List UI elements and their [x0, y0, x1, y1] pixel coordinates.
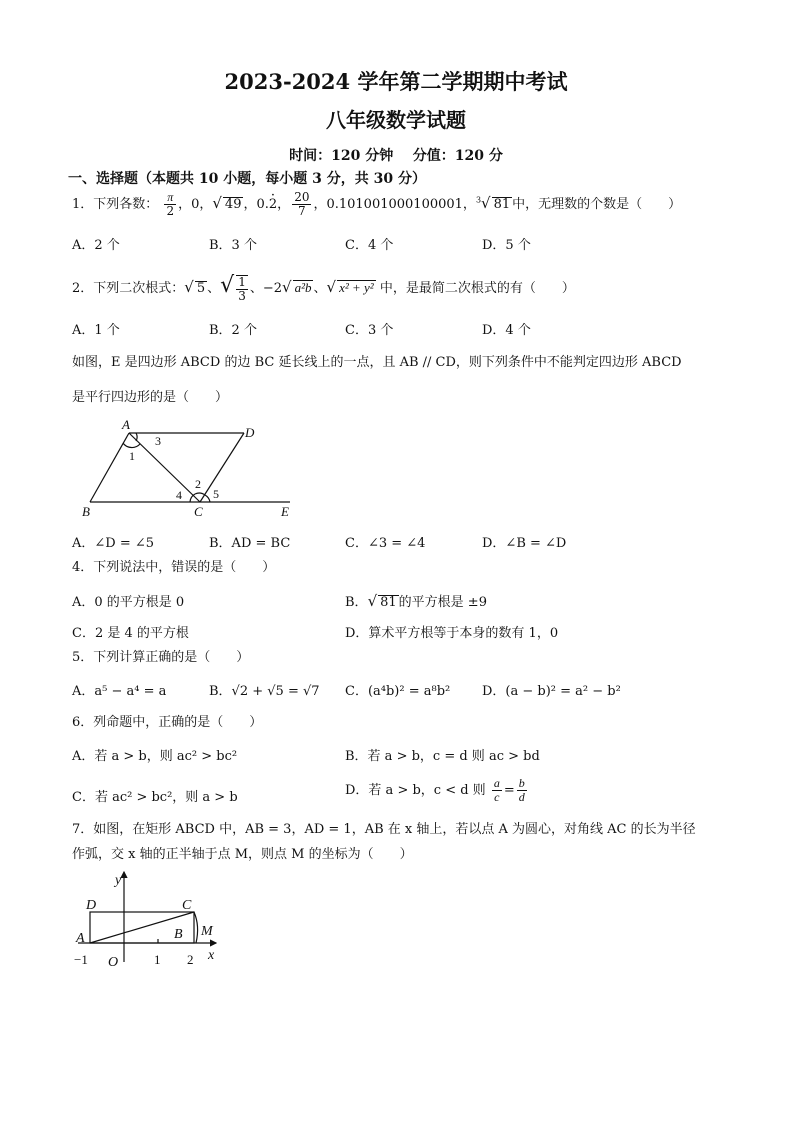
q5-option-b[interactable]: B．√2 + √5 = √7: [209, 684, 320, 699]
label-angle-1: 1: [129, 449, 135, 463]
angle-arc-3: [136, 433, 137, 441]
q6-option-d[interactable]: D．若 a > b，c < d 则 $\frac{a}{c}$ = $\frac{b}{d}$: [345, 776, 525, 804]
question-6: 6．列命题中，正确的是（ ）: [72, 715, 263, 730]
repeating-digit: 2 ·: [269, 197, 277, 212]
label-d: D: [86, 898, 97, 913]
q2-option-b[interactable]: B．2 个: [209, 323, 257, 338]
fraction-b-over-d: $\frac{b}{d}$: [518, 776, 525, 804]
label-a: A: [76, 931, 85, 946]
q6-option-c[interactable]: C．若 ac² > bc²，则 a > b: [72, 790, 238, 805]
section-heading: 一、选择题（本题共 10 小题，每小题 3 分，共 30 分）: [68, 171, 426, 187]
q1-option-d[interactable]: D．5 个: [482, 238, 531, 253]
question-7-line-1: 7．如图，在矩形 ABCD 中，AB = 3，AD = 1，AB 在 x 轴上，若以点 A 为圆心，对角线 AC 的长为半径: [72, 822, 696, 837]
label-e: E: [281, 504, 289, 519]
radical-a2b: a²b: [294, 280, 312, 295]
angle-arc-2: [195, 493, 205, 495]
tick-minus-1: −1: [74, 952, 88, 967]
label-o: O: [108, 955, 119, 970]
label-c: C: [182, 898, 192, 913]
question-4: 4．下列说法中，错误的是（ ）: [72, 560, 276, 575]
question-5: 5．下列计算正确的是（ ）: [72, 650, 250, 665]
question-3-line-1: 如图，E 是四边形 ABCD 的边 BC 延长线上的一点，且 AB // CD，则下列条件中不能判定四边形 ABCD: [72, 355, 682, 370]
tick-2: 2: [187, 952, 194, 967]
q3-option-a[interactable]: A．∠D = ∠5: [72, 536, 155, 551]
q7-figure: [68, 862, 228, 972]
q3-option-d[interactable]: D．∠B = ∠D: [482, 536, 567, 551]
exam-meta: 时间：120 分钟 分值：120 分: [289, 148, 503, 164]
radical-81-b: 81: [380, 595, 397, 610]
segment-dc: [200, 433, 244, 502]
label-a: A: [122, 417, 130, 432]
q6-option-a[interactable]: A．若 a > b，则 ac² > bc²: [72, 749, 238, 764]
q4-option-d[interactable]: D．算术平方根等于本身的数有 1，0: [345, 626, 559, 641]
q6-option-b[interactable]: B．若 a > b，c = d 则 ac > bd: [345, 749, 540, 764]
fraction-20-over-7: $\frac{20}{7}$: [294, 190, 310, 218]
radical-5: 5: [196, 281, 206, 296]
label-angle-3: 3: [155, 434, 161, 448]
angle-arc-5: [205, 495, 210, 502]
radical-81: 81: [493, 197, 511, 212]
q1-option-b[interactable]: B．3 个: [209, 238, 257, 253]
question-1: 1．下列各数： $\frac{\pi}{2}$ ，0，√ 49 ，0.2 ·， $\frac{20}{7}$ ，0.101001000100001，$^3$√ 81 中，无理数的个数是（ ）: [72, 191, 681, 218]
tick-1: 1: [154, 952, 161, 967]
angle-arc-4: [190, 494, 195, 502]
q3-option-b[interactable]: B．AD = BC: [209, 536, 291, 551]
question-2: 2．下列二次根式：√ 5 、√ $\frac{1}{3}$ 、−2√ a²b 、√ x² + y² 中，是最简二次根式的有（ ）: [72, 273, 575, 303]
q3-figure: [78, 414, 303, 520]
q1-option-a[interactable]: A．2 个: [72, 238, 120, 253]
angle-arc-1: [123, 443, 140, 448]
q5-option-a[interactable]: A．a⁵ − a⁴ = a: [72, 684, 167, 699]
q3-option-c[interactable]: C．∠3 = ∠4: [345, 536, 426, 551]
label-c: C: [194, 504, 203, 519]
fraction-1-over-3: $\frac{1}{3}$: [238, 274, 246, 303]
q2-option-d[interactable]: D．4 个: [482, 323, 531, 338]
question-3-line-2: 是平行四边形的是（ ）: [72, 390, 229, 405]
radical-x2y2: x² + y²: [339, 280, 374, 295]
q2-option-c[interactable]: C．3 个: [345, 323, 394, 338]
exam-title: 2023-2024 学年第二学期期中考试: [224, 69, 568, 94]
segment-ac: [129, 433, 200, 502]
label-angle-2: 2: [195, 477, 201, 491]
q2-option-a[interactable]: A．1 个: [72, 323, 120, 338]
label-y: y: [115, 873, 122, 888]
q5-option-c[interactable]: C．(a⁴b)² = a⁸b²: [345, 684, 451, 699]
label-angle-5: 5: [213, 487, 219, 501]
q1-option-c[interactable]: C．4 个: [345, 238, 394, 253]
label-d: D: [245, 425, 255, 440]
radical-49: 49: [224, 197, 242, 212]
label-angle-4: 4: [176, 488, 182, 502]
question-7-line-2: 作弧，交 x 轴的正半轴于点 M，则点 M 的坐标为（ ）: [72, 847, 413, 862]
exam-subtitle: 八年级数学试题: [326, 108, 466, 132]
label-b: B: [82, 504, 90, 519]
label-m: M: [201, 924, 213, 939]
label-x: x: [208, 948, 215, 963]
q4-option-a[interactable]: A．0 的平方根是 0: [72, 595, 185, 610]
q5-option-d[interactable]: D．(a − b)² = a² − b²: [482, 684, 621, 699]
q4-option-c[interactable]: C．2 是 4 的平方根: [72, 626, 189, 641]
fraction-a-over-c: $\frac{a}{c}$: [493, 776, 500, 804]
q4-option-b[interactable]: B．√ 81 的平方根是 ±9: [345, 592, 487, 610]
fraction-pi-over-2: $\frac{\pi}{2}$: [166, 190, 175, 218]
label-b: B: [174, 927, 183, 942]
